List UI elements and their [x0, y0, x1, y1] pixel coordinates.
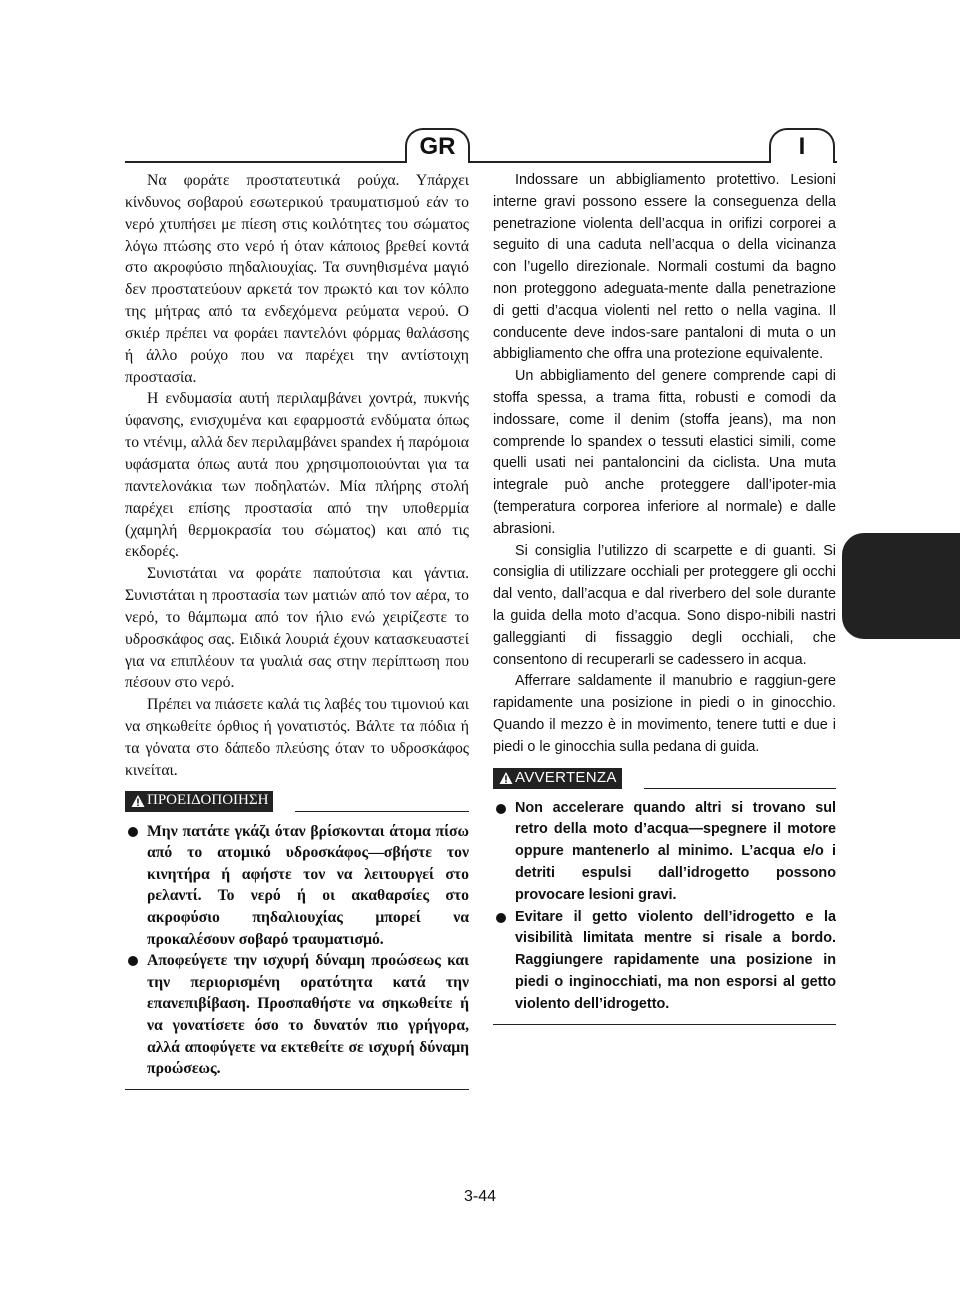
italian-paragraph: Un abbigliamento del genere comprende capi di stoffa spessa, a trama fitta, robusti e comodi da indossare, come il denim (stoffa jeans), ma non comprende lo spandex o tessuti elastici simili, come quelli usati nei pantaloncini da ciclista. Una muta integrale può anche proteggere dall’ipoter-mia (temperatura corporea inferiore al normale) e dalle abrasioni.: [493, 368, 836, 537]
warning-end-rule: [493, 1024, 836, 1025]
greek-warning-header: [125, 791, 469, 812]
section-thumb-tab: [842, 533, 960, 639]
greek-paragraph: Πρέπει να πιάσετε καλά τις λαβές του τιμονιού και να σηκωθείτε όρθιος ή γονατιστός. Βάλτε τα πόδια ή τα γόνατα στο δάπεδο πλεύσης όταν το υδροσκάφος κινείται.: [125, 696, 469, 779]
italian-warning-list: [493, 798, 836, 1016]
warning-end-rule: [125, 1089, 469, 1090]
bullet-icon: [128, 956, 138, 966]
page-number: 3-44: [463, 1188, 497, 1205]
bullet-icon: [128, 827, 138, 837]
bullet-icon: [496, 804, 506, 814]
italian-paragraph: Si consiglia l’utilizzo di scarpette e di guanti. Si consiglia di utilizzare occhiali per proteggere gli occhi dal vento, dall’acqua e dal riverbero del sole durante la guida della moto d’acqua. Sono dispo-nibili nastri galleggianti di fissaggio degli occhiali, che consentono di recuperarli se cadessero in acqua.: [493, 542, 836, 668]
warning-item: [125, 821, 469, 951]
greek-warning-list: [125, 821, 469, 1080]
bullet-icon: [496, 913, 506, 923]
warning-item: [493, 798, 836, 907]
greek-column: [125, 170, 469, 1090]
language-tab-it: [769, 128, 835, 163]
warning-badge: [125, 791, 273, 812]
warning-triangle-icon: [499, 771, 513, 785]
warning-triangle-icon: [131, 794, 145, 808]
language-label-gr: GR: [419, 132, 456, 160]
italian-paragraph: Afferrare saldamente il manubrio e raggiun-gere rapidamente una posizione in piedi o in ginocchio. Quando il mezzo è in movimento, tenere tutti e due i piedi o le ginocchia sulla pedana di guida.: [493, 673, 836, 755]
language-label-it: I: [798, 132, 806, 160]
warning-badge: [493, 768, 622, 789]
greek-paragraph: Η ενδυμασία αυτή περιλαμβάνει χοντρά, πυκνής ύφανσης, ενισχυμένα και εφαρμοστά ενδύματα όπως το ντένιμ, αλλά δεν περιλαμβάνει spandex ή παρόμοια υφάσματα όπως αυτά που χρησιμοποιούνται για τα παντελονάκια των ποδηλατών. Μία πλήρης στολή παρέχει επίσης προστασία από την υποθερμία (χαμηλή θερμοκρασία του σώματος) και από τις εκδορές.: [125, 390, 469, 561]
warning-text: Non accelerare quando altri si trovano sul retro della moto d’acqua—spegnere il motore oppure mantenerlo al minimo. L’acqua e/o i detriti espulsi dall’idrogetto possono provocare lesioni gravi.: [515, 799, 836, 903]
greek-paragraph: Συνιστάται να φοράτε παπούτσια και γάντια. Συνιστάται η προστασία των ματιών από τον αέρα, το νερό, το θάμπωμα από τον ήλιο ενώ χειρίζεστε το υδροσκάφος σας. Ειδικά λουριά έχουν κατασκευαστεί για να επιπλέουν τα γυαλιά σας στην περίπτωση που πέσουν στο νερό.: [125, 565, 469, 692]
warning-rule: [295, 811, 469, 812]
greek-paragraph: Να φοράτε προστατευτικά ρούχα. Υπάρχει κίνδυνος σοβαρού εσωτερικού τραυματισμού εάν το νερό χτυπήσει με πίεση στις κοιλότητες του σώματος λόγω πτώσης στο νερό ή όταν κάποιος βρεθεί κοντά στο ακροφύσιο πηδαλιουχίας. Τα συνηθισμένα μαγιό δεν προστατεύουν αρκετά τον πρωκτό και τον κόλπο της μήτρας από τα ενδεχόμενα ρεύματα νερού. Ο σκιέρ πρέπει να φοράει παντελόνι φόρμας θαλάσσης ή άλλο ρούχο που να παρέχει την αντίστοιχη προστασία.: [125, 172, 469, 386]
warning-rule: [644, 788, 836, 789]
warning-text: Evitare il getto violento dell’idrogetto e la visibilità limitata mentre si risale a bordo. Raggiungere rapidamente una posizione in piedi o inginocchiati, ma non esporsi al getto violento dell’idrogetto.: [515, 908, 836, 1012]
warning-item: [125, 950, 469, 1080]
warning-label: AVVERTENZA: [515, 769, 617, 787]
italian-column: [493, 170, 836, 1025]
italian-paragraph: Indossare un abbigliamento protettivo. Lesioni interne gravi possono essere la conseguenza della penetrazione violenta dell’acqua in orifizi corporei a seguito di una caduta nell’acqua o della vicinanza con l’ugello direzionale. Normali costumi da bagno non proteggono adeguata-mente dalla penetrazione di getti d’acqua violenti nel retto o nella vagina. Il conducente deve indos-sare pantaloni di muta o un abbigliamento che offra una protezione equivalente.: [493, 172, 836, 363]
header-rule: [125, 161, 837, 163]
italian-warning-header: [493, 768, 836, 789]
warning-item: [493, 907, 836, 1016]
warning-label: ΠΡΟΕΙΔΟΠΟΙΗΣΗ: [147, 792, 269, 809]
warning-text: Μην πατάτε γκάζι όταν βρίσκονται άτομα πίσω από το ατομικό υδροσκάφος—σβήστε τον κινητήρα ή αφήστε τον να λειτουργεί στο ρελαντί. Το νερό ή οι ακαθαρσίες στο ακροφύσιο πηδαλιουχίας μπορεί να προκαλέσουν σοβαρό τραυματισμό.: [147, 822, 469, 948]
warning-text: Αποφεύγετε την ισχυρή δύναμη προώσεως και την περιορισμένη ορατότητα κατά την επανεπιβίβαση. Προσπαθήστε να σηκωθείτε ή να γονατίσετε όσο το δυνατόν πιο γρήγορα, αλλά αποφύγετε να εκτεθείτε σε ισχυρή δύναμη προώσεως.: [147, 952, 469, 1078]
language-tab-gr: [405, 128, 470, 163]
